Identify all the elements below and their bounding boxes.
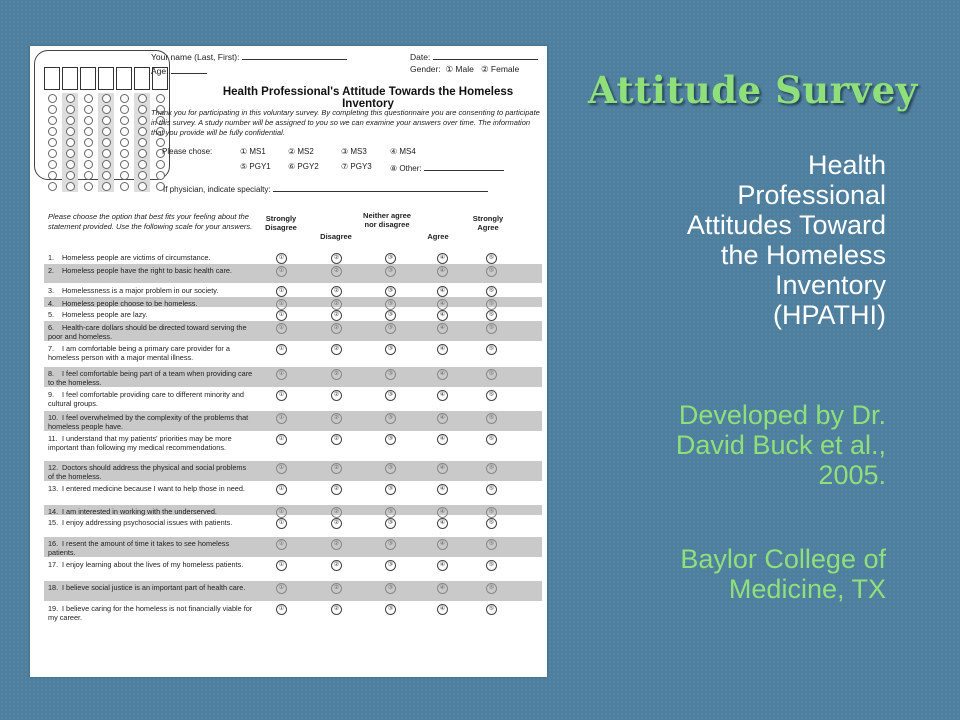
option-ms1: ① MS1 xyxy=(240,147,266,156)
header-disagree: Disagree xyxy=(320,232,352,241)
question-statement: I enjoy addressing psychosocial issues with patients. xyxy=(62,518,233,527)
response-bubble: ④ xyxy=(437,583,448,594)
question-text xyxy=(48,518,253,527)
question-statement: I feel comfortable being part of a team when providing care to the homeless. xyxy=(48,369,253,387)
question-statement: Homeless people have the right to basic health care. xyxy=(62,266,232,275)
institution xyxy=(586,544,886,604)
response-bubble: ② xyxy=(331,463,342,474)
question-text xyxy=(48,560,253,569)
gender-field xyxy=(410,64,519,75)
question-text xyxy=(48,323,253,341)
survey-name-line: Health xyxy=(807,150,886,180)
response-bubble: ⑤ xyxy=(486,369,497,380)
id-bubble-column xyxy=(116,93,132,192)
response-bubble: ④ xyxy=(437,266,448,277)
response-bubble: ⑤ xyxy=(486,518,497,529)
question-row xyxy=(44,264,542,283)
study-id-grid xyxy=(34,50,170,180)
question-row xyxy=(44,251,542,263)
gender-male-option: ① Male xyxy=(445,64,474,74)
physician-specialty-field xyxy=(163,183,488,194)
question-statement: Homeless people choose to be homeless. xyxy=(62,299,198,308)
response-bubble: ④ xyxy=(437,434,448,445)
response-bubble: ③ xyxy=(385,286,396,297)
response-bubble: ④ xyxy=(437,344,448,355)
survey-name-line: Attitudes Toward xyxy=(686,210,886,240)
response-bubble: ③ xyxy=(385,434,396,445)
response-bubble: ⑤ xyxy=(486,484,497,495)
scale-instructions: Please choose the option that best fits your feeling about the statement provided. Use the following scale for your answers. xyxy=(48,212,253,231)
response-bubble: ④ xyxy=(437,323,448,334)
question-row xyxy=(44,558,542,580)
question-row xyxy=(44,432,542,460)
response-bubble: ④ xyxy=(437,604,448,615)
id-bubble-column xyxy=(80,93,96,192)
question-number: 6. xyxy=(48,323,55,332)
survey-name-line: (HPATHI) xyxy=(773,300,886,330)
response-bubble: ⑤ xyxy=(486,266,497,277)
response-bubble: ③ xyxy=(385,507,396,518)
response-bubble: ③ xyxy=(385,323,396,334)
question-number: 13. xyxy=(48,484,59,493)
response-bubble: ② xyxy=(331,604,342,615)
response-bubble: ③ xyxy=(385,560,396,571)
response-bubble: ⑤ xyxy=(486,286,497,297)
question-number: 14. xyxy=(48,507,59,516)
question-number: 11. xyxy=(48,434,58,443)
question-text xyxy=(48,413,253,431)
question-statement: I am interested in working with the underserved. xyxy=(62,507,217,516)
response-bubble: ⑤ xyxy=(486,390,497,401)
option-other xyxy=(390,162,504,173)
question-text xyxy=(48,539,253,557)
question-number: 19. xyxy=(48,604,59,613)
gender-label: Gender: xyxy=(410,64,441,74)
response-bubble: ⑤ xyxy=(486,463,497,474)
response-bubble: ② xyxy=(331,560,342,571)
response-bubble: ① xyxy=(276,266,287,277)
response-bubble: ⑤ xyxy=(486,253,497,264)
question-row xyxy=(44,602,542,626)
response-bubble: ③ xyxy=(385,484,396,495)
question-text xyxy=(48,310,253,319)
survey-name xyxy=(586,150,886,330)
response-bubble: ③ xyxy=(385,604,396,615)
institution-line: Baylor College of xyxy=(680,544,886,574)
response-bubble: ④ xyxy=(437,484,448,495)
survey-name-line: Inventory xyxy=(774,270,886,300)
response-bubble: ④ xyxy=(437,286,448,297)
name-field xyxy=(151,51,347,62)
response-bubble: ① xyxy=(276,253,287,264)
response-bubble: ② xyxy=(331,310,342,321)
response-bubble: ③ xyxy=(385,369,396,380)
response-bubble: ② xyxy=(331,369,342,380)
question-row xyxy=(44,308,542,320)
question-statement: I understand that my patients' priorities may be more important than following my medical recommendations. xyxy=(48,434,232,452)
id-bubble-column xyxy=(62,93,78,192)
response-bubble: ① xyxy=(276,310,287,321)
response-bubble: ③ xyxy=(385,310,396,321)
developer-credit xyxy=(586,400,886,490)
question-number: 17. xyxy=(48,560,59,569)
response-bubble: ⑤ xyxy=(486,323,497,334)
response-bubble: ⑤ xyxy=(486,507,497,518)
response-bubble: ① xyxy=(276,518,287,529)
response-bubble: ① xyxy=(276,413,287,424)
date-field xyxy=(410,51,538,62)
header-strongly-agree: Strongly Agree xyxy=(472,214,504,232)
question-number: 15. xyxy=(48,518,59,527)
response-bubble: ④ xyxy=(437,518,448,529)
response-bubble: ⑤ xyxy=(486,344,497,355)
response-bubble: ② xyxy=(331,266,342,277)
response-bubble: ④ xyxy=(437,310,448,321)
response-bubble: ④ xyxy=(437,299,448,310)
question-text xyxy=(48,299,253,308)
response-bubble: ④ xyxy=(437,560,448,571)
option-pgy3: ⑦ PGY3 xyxy=(341,162,372,171)
response-bubble: ② xyxy=(331,323,342,334)
header-neutral: Neither agree nor disagree xyxy=(363,211,411,229)
question-statement: Homelessness is a major problem in our society. xyxy=(62,286,219,295)
response-bubble: ⑤ xyxy=(486,299,497,310)
response-bubble: ① xyxy=(276,390,287,401)
response-bubble: ② xyxy=(331,344,342,355)
question-number: 7. xyxy=(48,344,55,353)
response-bubble: ③ xyxy=(385,413,396,424)
response-bubble: ③ xyxy=(385,463,396,474)
response-bubble: ② xyxy=(331,583,342,594)
developer-line: Developed by Dr. xyxy=(678,400,886,430)
question-statement: Homeless people are victims of circumstance. xyxy=(62,253,211,262)
question-row xyxy=(44,321,542,341)
header-agree: Agree xyxy=(427,232,449,241)
id-bubble-column xyxy=(44,93,60,192)
question-text xyxy=(48,344,253,362)
question-text xyxy=(48,390,253,408)
id-bubble-columns xyxy=(44,93,168,192)
response-bubble: ④ xyxy=(437,413,448,424)
response-bubble: ① xyxy=(276,604,287,615)
question-text xyxy=(48,266,253,275)
response-bubble: ④ xyxy=(437,539,448,550)
response-bubble: ⑤ xyxy=(486,583,497,594)
response-bubble: ② xyxy=(331,413,342,424)
question-number: 9. xyxy=(48,390,55,399)
question-statement: Health-care dollars should be directed toward serving the poor and homeless. xyxy=(48,323,247,341)
form-intro: Thank you for participating in this voluntary survey. By completing this questionnaire you are consenting to participate in this survey. A study number will be assigned to you so we can examine your answers over time. The information that you provide will be fully confidential. xyxy=(151,108,540,137)
question-row xyxy=(44,537,542,557)
response-bubble: ② xyxy=(331,390,342,401)
option-ms4: ④ MS4 xyxy=(390,147,416,156)
response-bubble: ③ xyxy=(385,518,396,529)
response-bubble: ① xyxy=(276,344,287,355)
developer-line: David Buck et al., xyxy=(675,430,886,460)
question-statement: I entered medicine because I want to help those in need. xyxy=(62,484,245,493)
survey-name-line: Professional xyxy=(737,180,886,210)
question-number: 1. xyxy=(48,253,55,262)
response-bubble: ② xyxy=(331,253,342,264)
question-text xyxy=(48,253,253,262)
question-row xyxy=(44,411,542,431)
question-row xyxy=(44,482,542,504)
question-row xyxy=(44,516,542,536)
response-bubble: ④ xyxy=(437,463,448,474)
response-bubble: ② xyxy=(331,434,342,445)
question-text xyxy=(48,463,253,481)
response-bubble: ① xyxy=(276,560,287,571)
response-bubble: ④ xyxy=(437,507,448,518)
response-bubble: ② xyxy=(331,539,342,550)
question-number: 18. xyxy=(48,583,59,592)
institution-line: Medicine, TX xyxy=(728,574,886,604)
response-bubble: ④ xyxy=(437,390,448,401)
question-text xyxy=(48,286,253,295)
response-bubble: ① xyxy=(276,299,287,310)
question-number: 2. xyxy=(48,266,55,275)
response-bubble: ⑤ xyxy=(486,604,497,615)
response-bubble: ① xyxy=(276,463,287,474)
physician-label: If physician, indicate specialty: xyxy=(163,185,271,194)
option-ms3: ③ MS3 xyxy=(341,147,367,156)
question-statement: I believe social justice is an important part of health care. xyxy=(62,583,246,592)
response-bubble: ② xyxy=(331,484,342,495)
question-number: 10. xyxy=(48,413,59,422)
response-bubble: ② xyxy=(331,286,342,297)
id-bubble-column xyxy=(134,93,150,192)
response-bubble: ① xyxy=(276,323,287,334)
option-ms2: ② MS2 xyxy=(288,147,314,156)
question-row xyxy=(44,388,542,410)
response-bubble: ① xyxy=(276,539,287,550)
response-bubble: ⑤ xyxy=(486,539,497,550)
option-pgy1: ⑤ PGY1 xyxy=(240,162,271,171)
response-bubble: ④ xyxy=(437,369,448,380)
response-bubble: ③ xyxy=(385,299,396,310)
question-number: 16. xyxy=(48,539,59,548)
age-label: Age: xyxy=(151,66,169,76)
gender-female-option: ② Female xyxy=(480,64,520,74)
question-statement: I believe caring for the homeless is not financially viable for my career. xyxy=(48,604,253,622)
question-text xyxy=(48,507,253,516)
question-text xyxy=(48,369,253,387)
option-pgy2: ⑥ PGY2 xyxy=(288,162,319,171)
question-statement: I enjoy learning about the lives of my homeless patients. xyxy=(62,560,244,569)
response-bubble: ③ xyxy=(385,344,396,355)
question-number: 5. xyxy=(48,310,55,319)
option-other-label: ⑧ Other: xyxy=(390,164,422,173)
question-number: 12. xyxy=(48,463,59,472)
response-bubble: ③ xyxy=(385,266,396,277)
question-text xyxy=(48,604,253,622)
response-bubble: ⑤ xyxy=(486,310,497,321)
response-bubble: ③ xyxy=(385,539,396,550)
question-row xyxy=(44,461,542,481)
response-bubble: ① xyxy=(276,434,287,445)
question-row xyxy=(44,367,542,387)
question-statement: Homeless people are lazy. xyxy=(62,310,148,319)
developer-line: 2005. xyxy=(818,460,886,490)
question-row xyxy=(44,297,542,307)
response-bubble: ⑤ xyxy=(486,413,497,424)
age-field xyxy=(151,65,207,76)
response-bubble: ③ xyxy=(385,390,396,401)
response-bubble: ① xyxy=(276,583,287,594)
response-bubble: ① xyxy=(276,286,287,297)
id-entry-cells xyxy=(44,67,168,90)
question-number: 8. xyxy=(48,369,55,378)
question-statement: I feel overwhelmed by the complexity of the problems that homeless people have. xyxy=(48,413,249,431)
response-bubble: ② xyxy=(331,507,342,518)
response-bubble: ③ xyxy=(385,253,396,264)
response-bubble: ③ xyxy=(385,583,396,594)
question-statement: I feel comfortable providing care to different minority and cultural groups. xyxy=(48,390,244,408)
please-chose-label: Please chose: xyxy=(162,147,213,156)
question-row xyxy=(44,284,542,296)
response-bubble: ① xyxy=(276,507,287,518)
id-bubble-column xyxy=(98,93,114,192)
response-bubble: ② xyxy=(331,299,342,310)
question-row xyxy=(44,581,542,601)
form-title: Health Professional's Attitude Towards the Homeless Inventory xyxy=(222,86,514,110)
response-bubble: ⑤ xyxy=(486,434,497,445)
name-label: Your name (Last, First): xyxy=(151,52,240,62)
response-bubble: ① xyxy=(276,369,287,380)
question-statement: I resent the amount of time it takes to see homeless patients. xyxy=(48,539,230,557)
question-number: 3. xyxy=(48,286,55,295)
question-row xyxy=(44,342,542,366)
response-bubble: ① xyxy=(276,484,287,495)
response-bubble: ⑤ xyxy=(486,560,497,571)
question-row xyxy=(44,505,542,515)
date-label: Date: xyxy=(410,52,431,62)
question-text xyxy=(48,434,253,452)
response-bubble: ④ xyxy=(437,253,448,264)
slide-title: Attitude Survey xyxy=(588,68,918,112)
question-statement: I am comfortable being a primary care provider for a homeless person with a major mental illness. xyxy=(48,344,230,362)
response-bubble: ② xyxy=(331,518,342,529)
survey-form-image xyxy=(30,46,547,677)
question-text xyxy=(48,583,253,592)
question-number: 4. xyxy=(48,299,55,308)
question-text xyxy=(48,484,253,493)
header-strongly-disagree: Strongly Disagree xyxy=(265,214,297,232)
question-statement: Doctors should address the physical and social problems of the homeless. xyxy=(48,463,247,481)
survey-name-line: the Homeless xyxy=(720,240,886,270)
